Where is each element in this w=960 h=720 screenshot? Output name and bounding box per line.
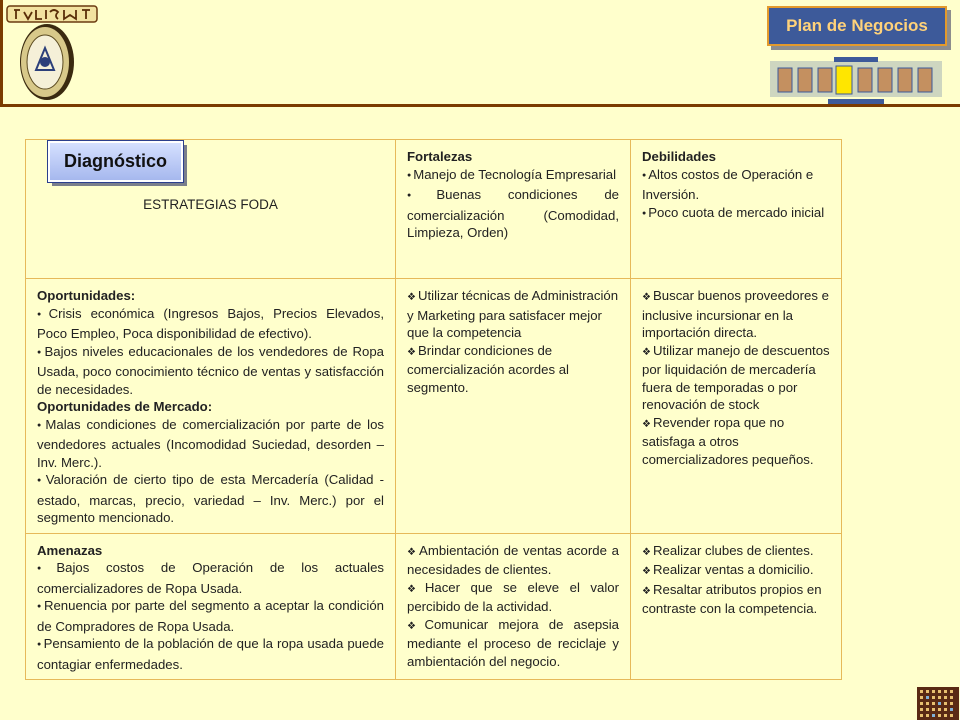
- list-item: ● Altos costos de Operación e Inversión.: [642, 166, 830, 204]
- table-row: [26, 140, 842, 279]
- table-row: [26, 279, 842, 534]
- list-item: ❖ Revender ropa que no satisfaga a otros comercializadores pequeños.: [642, 414, 830, 469]
- do-strategies-cell: [631, 279, 842, 534]
- list-item: ● Malas condiciones de comercialización por parte de los vendedores actuales (Incomodidad Suciedad, desorden – Inv. Merc.).: [37, 416, 384, 472]
- plan-de-negocios-badge[interactable]: Plan de Negocios: [767, 6, 947, 46]
- amenazas-cell: [26, 533, 396, 680]
- foda-label: ESTRATEGIAS FODA: [143, 197, 278, 212]
- oportunidades-mercado-title: Oportunidades de Mercado:: [37, 399, 213, 414]
- list-item: ❖ Ambientación de ventas acorde a necesidades de clientes.: [407, 542, 619, 579]
- list-item: ❖ Utilizar manejo de descuentos por liquidación de mercadería fuera de temporadas o por renovación de stock: [642, 342, 830, 414]
- oportunidades-title: Oportunidades:: [37, 288, 136, 303]
- list-item: ● Pensamiento de la población de que la ropa usada puede contagiar enfermedades.: [37, 635, 384, 673]
- list-item: ● Valoración de cierto tipo de esta Mercadería (Calidad - estado, marcas, precio, variedad – Inv. Merc.) por el segmento mencionado.: [37, 471, 384, 527]
- list-item: ● Crisis económica (Ingresos Bajos, Precios Elevados, Poco Empleo, Poca disponibilidad de efectivo).: [37, 305, 384, 343]
- fo-strategies-cell: [396, 279, 631, 534]
- university-seal-icon: [14, 22, 76, 102]
- diagnostico-button[interactable]: Diagnóstico: [48, 141, 183, 182]
- fa-strategies-cell: [396, 533, 631, 680]
- fortalezas-title: Fortalezas: [407, 149, 473, 164]
- da-strategies-cell: [631, 533, 842, 680]
- list-item: ❖ Utilizar técnicas de Administración y Marketing para satisfacer mejor que la competencia: [407, 287, 619, 342]
- list-item: ● Buenas condiciones de comercialización (Comodidad, Limpieza, Orden): [407, 186, 619, 242]
- org-chart-icon: [770, 55, 945, 107]
- amenazas-title: Amenazas: [37, 542, 103, 558]
- grid-decoration-icon[interactable]: [917, 687, 959, 720]
- oportunidades-cell: [26, 279, 396, 534]
- header-left-border: [0, 0, 3, 104]
- list-item: ❖ Brindar condiciones de comercialización acordes al segmento.: [407, 342, 619, 397]
- list-item: ❖ Hacer que se eleve el valor percibido de la actividad.: [407, 579, 619, 616]
- debilidades-title: Debilidades: [642, 149, 717, 164]
- list-item: ● Bajos costos de Operación de los actuales comercializadores de Ropa Usada.: [37, 559, 384, 597]
- table-row: [26, 533, 842, 680]
- debilidades-cell: [631, 140, 842, 279]
- list-item: ● Poco cuota de mercado inicial: [642, 204, 830, 225]
- diagnostico-cell: [26, 140, 396, 279]
- list-item: ❖ Realizar clubes de clientes.: [642, 542, 830, 562]
- list-item: ❖ Resaltar atributos propios en contraste con la competencia.: [642, 581, 830, 618]
- logo-wordmark: [6, 4, 98, 24]
- list-item: ● Renuencia por parte del segmento a aceptar la condición de Compradores de Ropa Usada.: [37, 597, 384, 635]
- foda-table: [25, 139, 842, 680]
- list-item: ❖ Realizar ventas a domicilio.: [642, 561, 830, 581]
- list-item: ❖ Comunicar mejora de asepsia mediante el proceso de reciclaje y ambientación del negocio.: [407, 616, 619, 671]
- list-item: ● Manejo de Tecnología Empresarial: [407, 166, 619, 187]
- fortalezas-cell: [396, 140, 631, 279]
- list-item: ❖ Buscar buenos proveedores e inclusive incursionar en la importación directa.: [642, 287, 830, 342]
- list-item: ● Bajos niveles educacionales de los vendedores de Ropa Usada, poco conocimiento técnico de ventas y satisfacción de necesidades.: [37, 343, 384, 399]
